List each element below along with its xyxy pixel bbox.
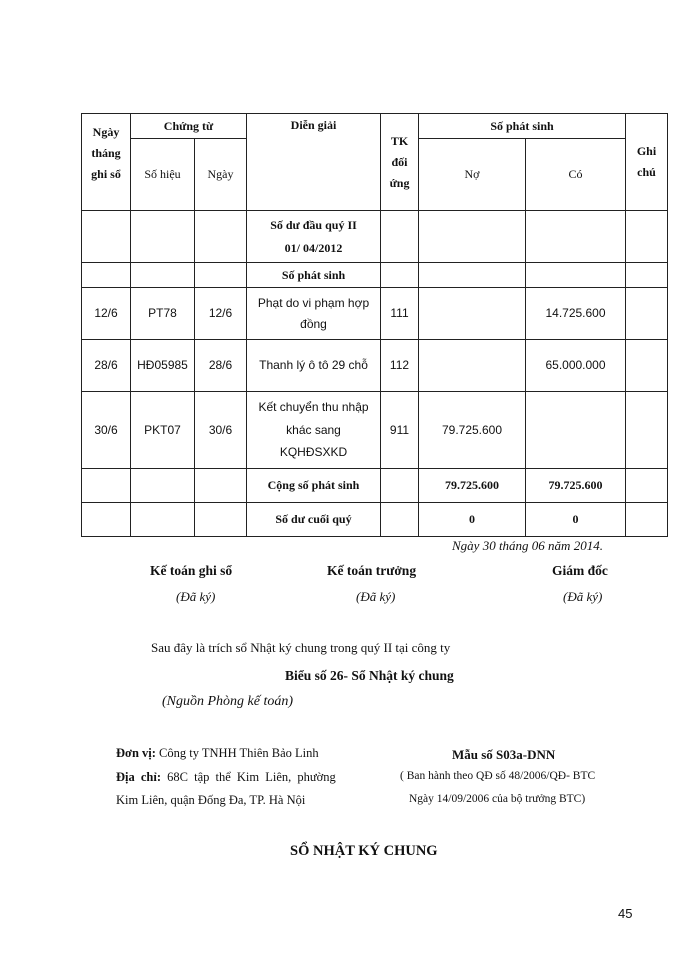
header-voucher: Chứng từ [131,114,247,139]
row-credit: 65.000.000 [526,340,626,392]
arising-label-row [82,263,668,288]
total-row [82,469,668,503]
form-line1: ( Ban hành theo QĐ số 48/2006/QĐ- BTC [400,770,596,782]
row-date: 28/6 [82,340,131,392]
signing-date: Ngày 30 tháng 06 năm 2014. [452,538,603,553]
page-number: 45 [618,906,633,921]
header-credit: Có [526,139,626,211]
row-voucher-no: HĐ05985 [131,340,195,392]
exhibit-title: Biểu số 26- Sổ Nhật ký chung [285,668,454,683]
row-account: 111 [381,288,419,340]
closing-credit: 0 [526,503,626,537]
row-description: Kết chuyển thu nhập khác sang KQHĐSXKD [247,392,381,469]
form-title: Mẫu số S03a-DNN [452,747,556,762]
opening-balance-cell [247,211,381,263]
row-voucher-no: PKT07 [131,392,195,469]
row-description: Phạt do vi phạm hợp đồng [247,288,381,340]
row-date: 12/6 [82,288,131,340]
row-credit: 14.725.600 [526,288,626,340]
row-credit [526,392,626,469]
table-row [82,392,668,469]
header-contra-account: TK đối ứng [381,114,419,211]
opening-balance-date: 01/ 04/2012 [284,240,343,255]
signature-note-bookkeeper: (Đã ký) [176,589,216,604]
signature-title-chief-accountant: Kế toán trưởng [327,563,417,578]
unit-line [116,746,319,761]
row-voucher-date: 30/6 [195,392,247,469]
row-description: Thanh lý ô tô 29 chỗ [247,340,381,392]
row-account: 911 [381,392,419,469]
opening-balance-label: Số dư đầu quý II [270,217,357,232]
source-note: (Nguồn Phòng kế toán) [162,694,294,709]
intro-text: Sau đây là trích sổ Nhật ký chung trong quý II tại công ty [151,640,451,655]
row-debit: 79.725.600 [419,392,526,469]
closing-row [82,503,668,537]
table-row [82,340,668,392]
address-line2: Kim Liên, quận Đống Đa, TP. Hà Nội [116,793,306,807]
table-row [82,288,668,340]
row-debit [419,288,526,340]
header-voucher-no: Số hiệu [131,139,195,211]
header-date-recorded: Ngày tháng ghi sổ [82,114,131,211]
arising-label: Số phát sinh [247,263,381,288]
book-title: SỔ NHẬT KÝ CHUNG [290,843,438,859]
row-debit [419,340,526,392]
signature-note-director: (Đã ký) [563,589,603,604]
row-account: 112 [381,340,419,392]
signature-note-chief-accountant: (Đã ký) [356,589,396,604]
row-voucher-date: 28/6 [195,340,247,392]
signature-title-director: Giám đốc [552,563,608,578]
unit-value: Công ty TNHH Thiên Bảo Linh [159,746,319,760]
total-label: Cộng số phát sinh [247,469,381,503]
header-voucher-date: Ngày [195,139,247,211]
header-description: Diễn giải [247,114,381,211]
address-line [116,770,336,785]
row-date: 30/6 [82,392,131,469]
header-debit: Nợ [419,139,526,211]
header-note: Ghi chú [626,114,668,211]
opening-balance-row [82,211,668,263]
total-debit: 79.725.600 [419,469,526,503]
row-voucher-date: 12/6 [195,288,247,340]
signature-title-bookkeeper: Kế toán ghi sổ [150,563,233,578]
header-amount: Số phát sinh [419,114,626,139]
form-line2: Ngày 14/09/2006 của bộ trưởng BTC) [409,793,586,805]
address-line1: 68C tập thể Kim Liên, phường [167,770,336,784]
row-voucher-no: PT78 [131,288,195,340]
closing-label: Số dư cuối quý [247,503,381,537]
total-credit: 79.725.600 [526,469,626,503]
closing-debit: 0 [419,503,526,537]
unit-label: Đơn vị: [116,746,156,760]
ledger-table [81,113,668,537]
address-label: Địa chỉ: [116,770,162,784]
